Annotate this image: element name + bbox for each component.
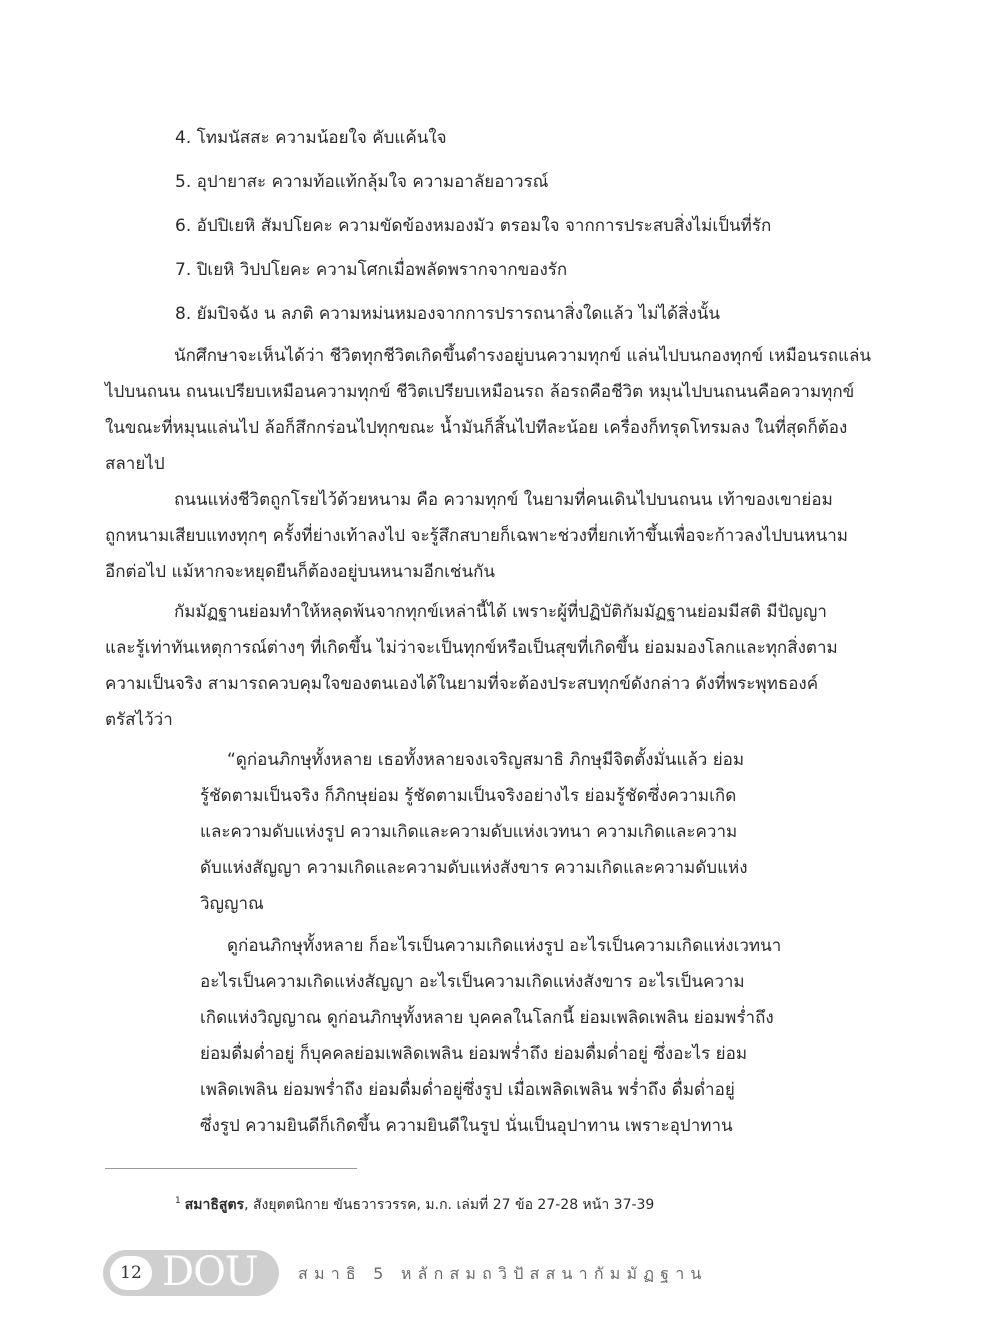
body-paragraph (105, 594, 881, 738)
quote-line: วิญญาณ (200, 894, 264, 914)
quote-line: ดูก่อนภิกษุทั้งหลาย ก็อะไรเป็นความเกิดแห่งรูป อะไรเป็นความเกิดแห่งเวทนา (227, 936, 782, 956)
list-item: 8. ยัมปิจฉัง น ลภติ ความหม่นหมองจากการปรารถนาสิ่งใดแล้ว ไม่ได้สิ่งนั้น (175, 304, 720, 324)
paragraph-line: ในขณะที่หมุนแล่นไป ล้อก็สึกกร่อนไปทุกขณะ น้ำมันก็สิ้นไปทีละน้อย เครื่องก็ทรุดโทรมลง ในที่สุดก็ต้อง (105, 418, 848, 438)
footnote (175, 1190, 875, 1216)
quote-line: เกิดแห่งวิญญาณ ดูก่อนภิกษุทั้งหลาย บุคคลในโลกนี้ ย่อมเพลิดเพลิน ย่อมพร่ำถึง (200, 1008, 774, 1028)
list-item: 6. อัปปิเยหิ สัมปโยคะ ความขัดข้องหมองมัว ตรอมใจ จากการประสบสิ่งไม่เป็นที่รัก (175, 216, 772, 236)
quote-line: ดับแห่งสัญญา ความเกิดและความดับแห่งสังขาร ความเกิดและความดับแห่ง (200, 858, 748, 878)
page-number: 12 (110, 1256, 152, 1290)
paragraph-line: สลายไป (105, 454, 165, 474)
quote-line: รู้ชัดตามเป็นจริง ก็ภิกษุย่อม รู้ชัดตามเป็นจริงอย่างไร ย่อมรู้ชัดซึ่งความเกิด (200, 786, 737, 806)
running-title: สมาธิ 5 หลักสมถวิปัสสนากัมมัฏฐาน (298, 1264, 708, 1283)
body-paragraph (105, 482, 881, 590)
list-item: 7. ปิเยหิ วิปปโยคะ ความโศกเมื่อพลัดพรากจากของรัก (175, 260, 568, 280)
paragraph-line: และรู้เท่าทันเหตุการณ์ต่างๆ ที่เกิดขึ้น ไม่ว่าจะเป็นทุกข์หรือเป็นสุขที่เกิดขึ้น ย่อมมองโลกและทุกสิ่งตาม (105, 638, 838, 658)
paragraph-line: อีกต่อไป แม้หากจะหยุดยืนก็ต้องอยู่บนหนามอีกเช่นกัน (105, 562, 495, 582)
paragraph-line: ตรัสไว้ว่า (105, 710, 173, 730)
paragraph-line: ถูกหนามเสียบแทงทุกๆ ครั้งที่ย่างเท้าลงไป จะรู้สึกสบายก็เฉพาะช่วงที่ยกเท้าขึ้นเพื่อจะก้าวลงไปบนหนาม (105, 526, 848, 546)
quote-line: “ดูก่อนภิกษุทั้งหลาย เธอทั้งหลายจงเจริญสมาธิ ภิกษุมีจิตตั้งมั่นแล้ว ย่อม (227, 750, 745, 770)
quote-line: และความดับแห่งรูป ความเกิดและความดับแห่งเวทนา ความเกิดและความ (200, 822, 738, 842)
dou-logo: DOU (162, 1249, 258, 1295)
quote-line: ย่อมดื่มด่ำอยู่ ก็บุคคลย่อมเพลิดเพลิน ย่อมพร่ำถึง ย่อมดื่มด่ำอยู่ ซึ่งอะไร ย่อม (200, 1044, 748, 1064)
footnote-number: 1 (175, 1196, 181, 1206)
quote-block (200, 928, 782, 1144)
quote-line: อะไรเป็นความเกิดแห่งสัญญา อะไรเป็นความเกิดแห่งสังขาร อะไรเป็นความ (200, 972, 745, 992)
quote-block (200, 742, 775, 922)
paragraph-line: ไปบนถนน ถนนเปรียบเหมือนความทุกข์ ชีวิตเปรียบเหมือนรถ ล้อรถคือชีวิต หมุนไปบนถนนคือความทุกข์ (105, 382, 855, 402)
footnote-divider (105, 1168, 357, 1169)
quote-line: ซึ่งรูป ความยินดีก็เกิดขึ้น ความยินดีในรูป นั่นเป็นอุปาทาน เพราะอุปาทาน (200, 1116, 733, 1136)
paragraph-line: ถนนแห่งชีวิตถูกโรยไว้ด้วยหนาม คือ ความทุกข์ ในยามที่คนเดินไปบนถนน เท้าของเขาย่อม (174, 490, 833, 510)
footnote-text: , สังยุตตนิกาย ขันธวารวรรค, ม.ก. เล่มที่ 27 ข้อ 27-28 หน้า 37-39 (244, 1197, 655, 1213)
paragraph-line: ความเป็นจริง สามารถควบคุมใจของตนเองได้ในยามที่จะต้องประสบทุกข์ดังกล่าว ดังที่พระพุทธองค์ (105, 674, 819, 694)
list-item: 5. อุปายาสะ ความท้อแท้กลุ้มใจ ความอาลัยอาวรณ์ (175, 172, 549, 192)
body-paragraph (105, 338, 881, 482)
footnote-title: สมาธิสูตร (184, 1197, 245, 1213)
quote-line: เพลิดเพลิน ย่อมพร่ำถึง ย่อมดื่มด่ำอยู่ซึ่งรูป เมื่อเพลิดเพลิน พร่ำถึง ดื่มด่ำอยู่ (200, 1080, 735, 1100)
paragraph-line: นักศึกษาจะเห็นได้ว่า ชีวิตทุกชีวิตเกิดขึ้นดำรงอยู่บนความทุกข์ แล่นไปบนกองทุกข์ เหมือนรถแล่น (174, 346, 872, 366)
paragraph-line: กัมมัฏฐานย่อมทำให้หลุดพ้นจากทุกข์เหล่านี้ได้ เพราะผู้ที่ปฏิบัติกัมมัฏฐานย่อมมีสติ มีปัญญา (174, 602, 827, 622)
list-item: 4. โทมนัสสะ ความน้อยใจ คับแค้นใจ (175, 128, 447, 148)
